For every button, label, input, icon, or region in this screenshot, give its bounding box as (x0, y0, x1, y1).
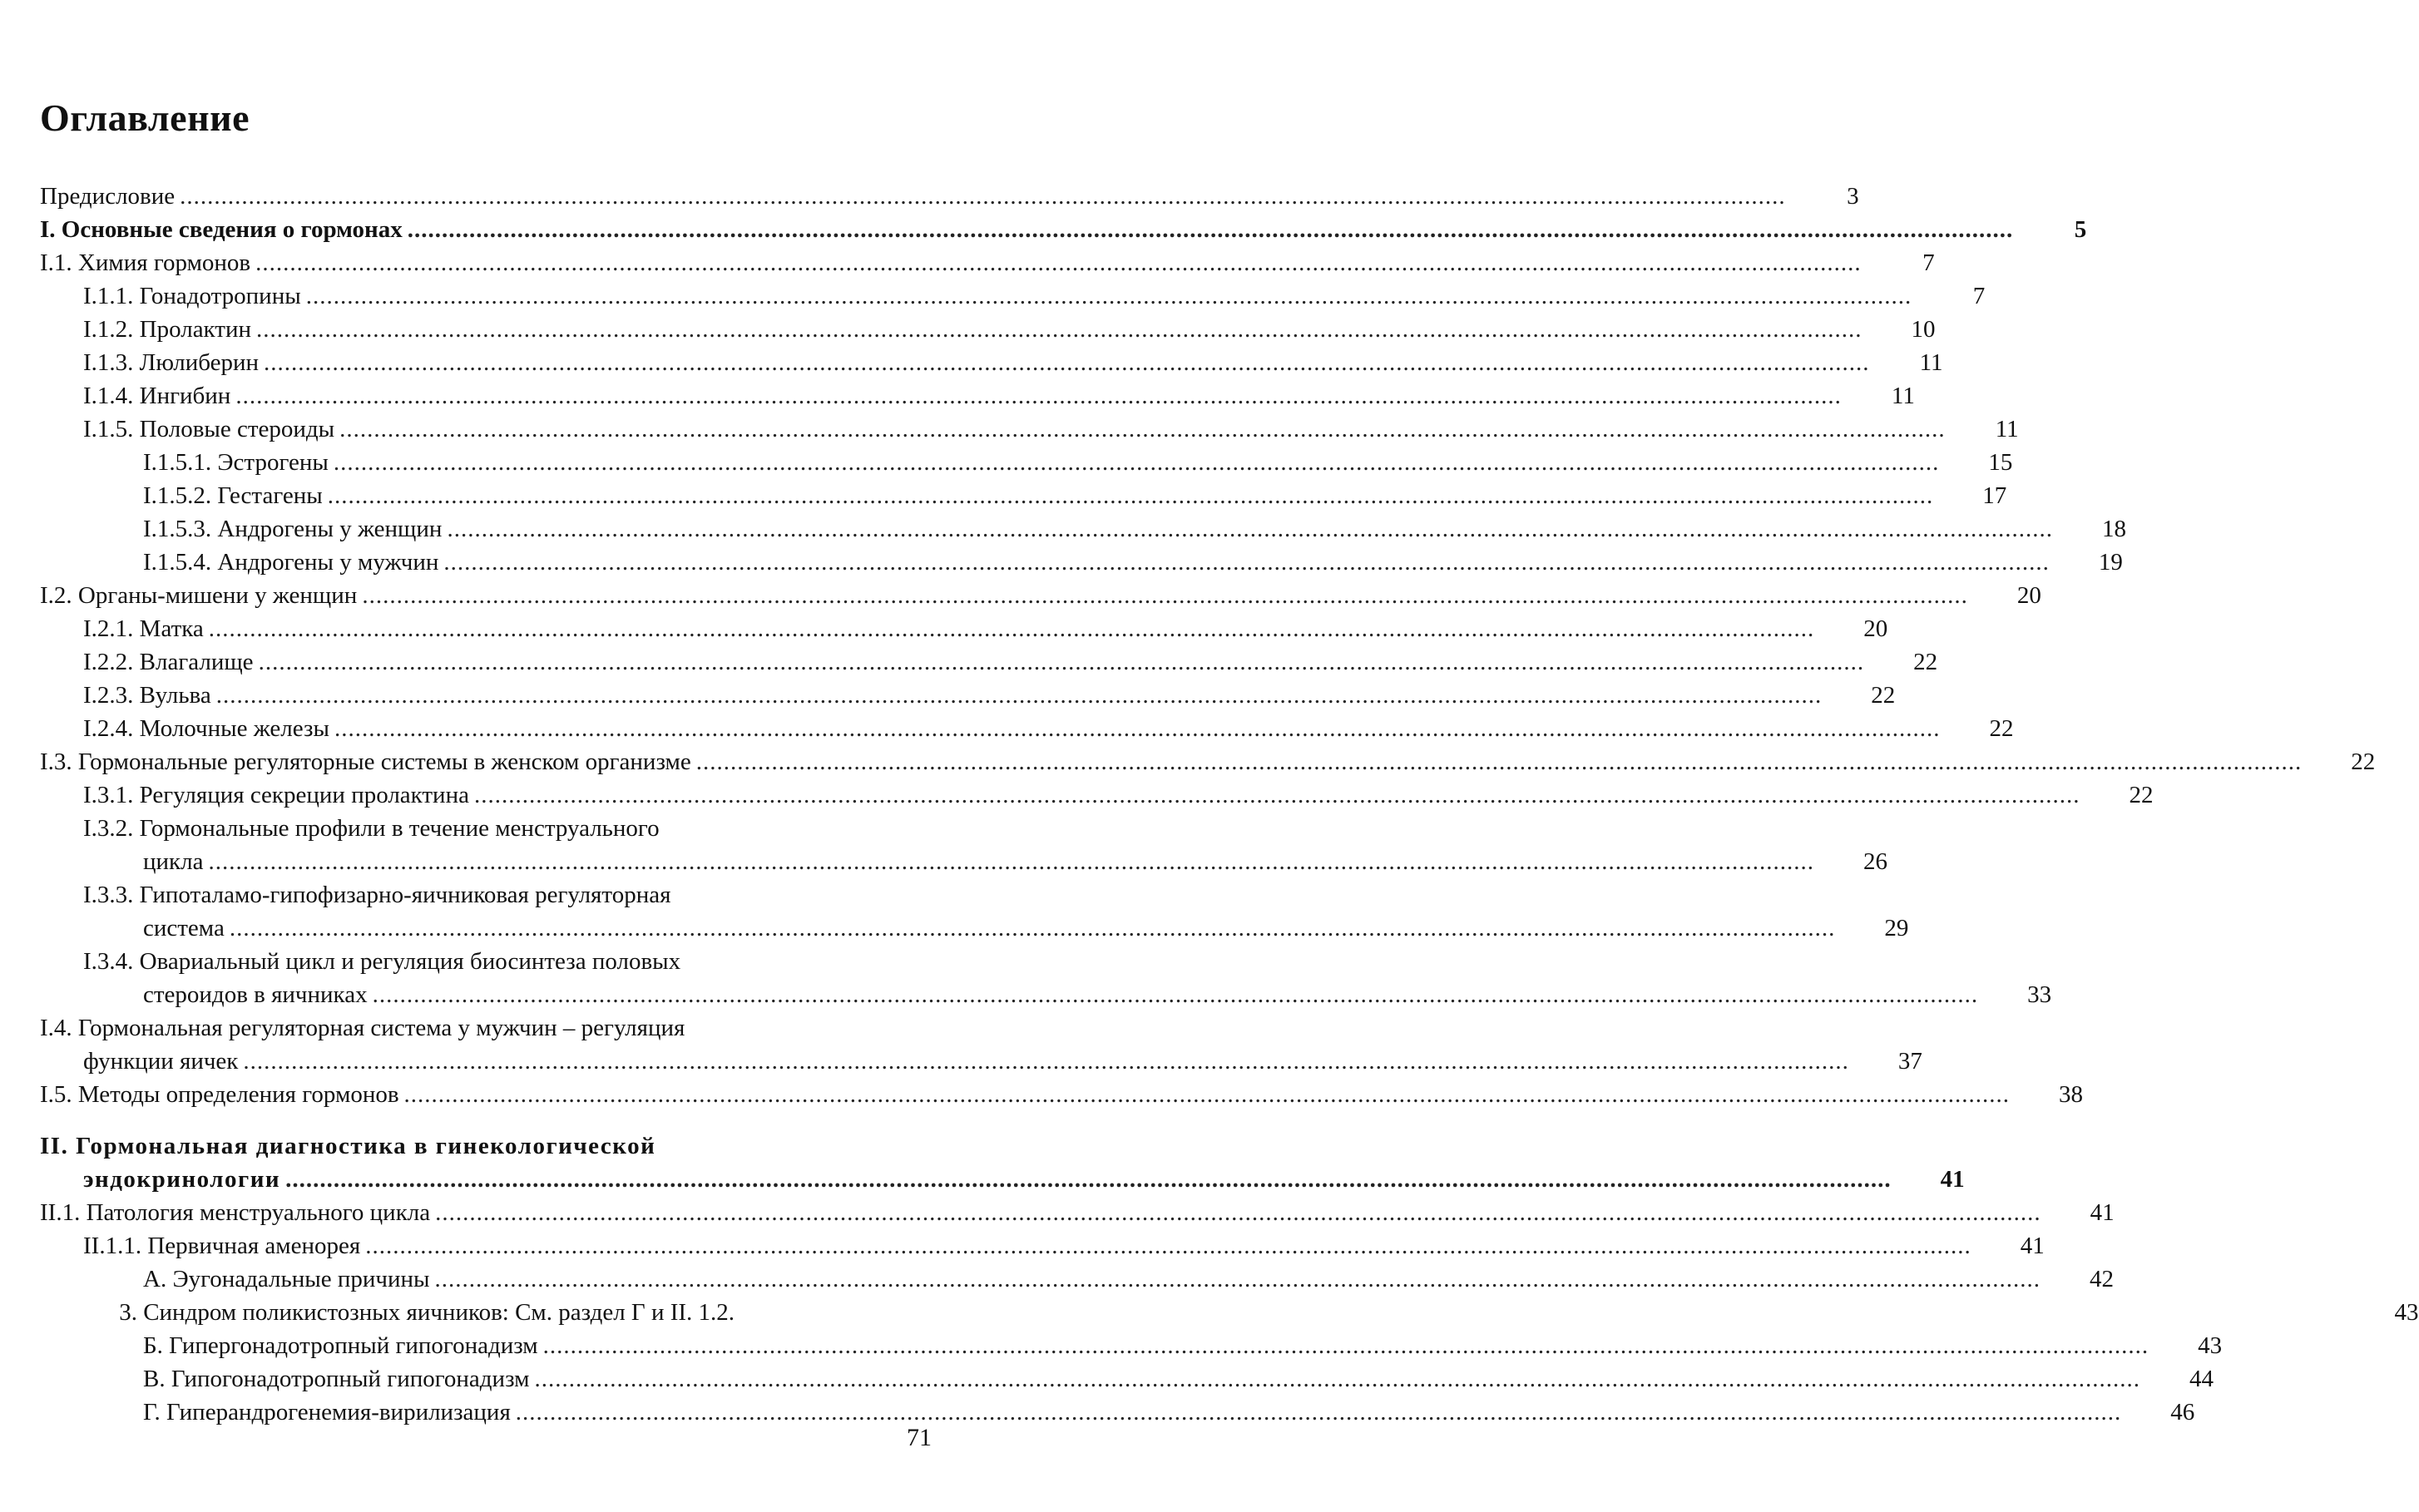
dot-leader (516, 1396, 2122, 1429)
toc-entry (40, 546, 2123, 579)
toc-entry (40, 679, 1896, 712)
toc-entry-title-continued: цикла (143, 848, 204, 875)
toc-entry-title-continued: система (143, 915, 225, 941)
dot-leader (365, 1229, 1971, 1262)
page-title: Оглавление (40, 96, 250, 139)
toc-entry (40, 213, 2087, 246)
dot-leader (306, 279, 1912, 313)
toc-entry-title: I.2.1. Матка (83, 615, 204, 642)
toc-page-number: 42 (2090, 1266, 2115, 1292)
toc-entry (40, 512, 2126, 546)
toc-entry-title: I.1.2. Пролактин (83, 316, 251, 343)
toc-page-number: 37 (1897, 1048, 1922, 1075)
toc-entry (40, 1129, 1965, 1196)
toc-page-number: 41 (2090, 1199, 2115, 1226)
toc-entry (40, 1078, 2084, 1111)
toc-entry (40, 645, 1938, 679)
toc-entry-title: I.1. Химия гормонов (40, 250, 251, 276)
toc-page-number: 22 (1871, 682, 1896, 709)
toc-page-number: 11 (1891, 383, 1915, 409)
toc-page-number: 33 (2027, 981, 2052, 1008)
dot-leader (285, 1163, 1892, 1196)
dot-leader (243, 1045, 1849, 1078)
toc-entry-title: Предисловие (40, 183, 176, 210)
page-number-footer: 71 (907, 1424, 932, 1451)
toc-page-number: 11 (1919, 349, 1943, 376)
toc-entry-title: I.4. Гормональная регуляторная система у мужчин – регуляция (40, 1015, 685, 1041)
dot-leader (408, 213, 2014, 246)
toc-entry-title: I.1.1. Гонадотропины (83, 283, 301, 309)
table-of-contents (40, 180, 2419, 1429)
toc-entry-title: II. Гормональная диагностика в гинекологической (40, 1133, 656, 1159)
toc-entry (40, 246, 1935, 279)
dot-leader (256, 313, 1862, 346)
toc-entry (40, 945, 2052, 1011)
toc-entry (40, 1011, 1922, 1078)
dot-leader (208, 845, 1814, 878)
dot-leader (334, 446, 1940, 479)
toc-entry (40, 313, 1936, 346)
dot-leader (404, 1078, 2011, 1111)
dot-leader (180, 180, 1786, 213)
toc-entry-title: 3. Синдром поликистозных яичников: См. раздел Г и II. 1.2. (119, 1299, 735, 1326)
toc-entry (40, 379, 1915, 413)
toc-entry (40, 812, 1887, 878)
toc-entry (40, 1362, 2214, 1396)
toc-entry (40, 745, 2376, 778)
toc-entry (40, 1262, 2115, 1296)
toc-entry-title: I.3. Гормональные регуляторные системы в женском организме (40, 749, 691, 775)
toc-entry-title: I.5. Методы определения гормонов (40, 1081, 399, 1108)
toc-entry-title: I.3.4. Овариальный цикл и регуляция биосинтеза половых (83, 948, 681, 975)
toc-page-number: 3 (1847, 183, 1859, 210)
toc-entry (40, 479, 2007, 512)
dot-leader (362, 579, 1968, 612)
toc-entry-title: I.3.3. Гипоталамо-гипофизарно-яичниковая регуляторная (83, 882, 671, 908)
toc-entry (40, 1329, 2223, 1362)
toc-entry-title-continued: функции яичек (83, 1048, 239, 1075)
toc-entry-title-continued: эндокринологии (83, 1166, 281, 1193)
toc-entry-title: I.1.3. Люлиберин (83, 349, 260, 376)
toc-entry (40, 778, 2154, 812)
toc-page-number: 7 (1922, 250, 1935, 276)
dot-leader (235, 379, 1842, 413)
dot-leader (216, 679, 1823, 712)
dot-leader (435, 1262, 2041, 1296)
toc-page-number: 15 (1988, 449, 2013, 476)
toc-entry-title: I.1.5.3. Андрогены у женщин (143, 516, 443, 542)
dot-leader (209, 612, 1815, 645)
toc-entry (40, 1196, 2115, 1229)
toc-page-number: 5 (2074, 216, 2087, 243)
dot-leader (259, 645, 1865, 679)
toc-entry (40, 279, 1986, 313)
toc-page-number: 41 (2020, 1233, 2045, 1259)
toc-page-number: 29 (1884, 915, 1909, 941)
dot-leader (339, 413, 1946, 446)
toc-entry (40, 346, 1943, 379)
toc-entry-title: I.2.3. Вульва (83, 682, 211, 709)
toc-entry-title: Г. Гиперандрогенемия-вирилизация (143, 1399, 511, 1426)
toc-entry-title: I.2. Органы-мишени у женщин (40, 582, 358, 609)
toc-entry (40, 712, 2014, 745)
toc-entry-title: I.2.4. Молочные железы (83, 715, 329, 742)
dot-leader (696, 745, 2303, 778)
dot-leader (255, 246, 1862, 279)
toc-entry-title-continued: стероидов в яичниках (143, 981, 368, 1008)
dot-leader (328, 479, 1934, 512)
toc-page-number: 22 (2129, 782, 2154, 808)
toc-page-number: 20 (1863, 615, 1888, 642)
toc-page-number: 26 (1862, 848, 1887, 875)
toc-entry (40, 579, 2041, 612)
dot-leader (447, 512, 2053, 546)
dot-leader (435, 1196, 2041, 1229)
toc-page-number: 22 (1913, 649, 1938, 675)
toc-page-number: 43 (2198, 1332, 2223, 1359)
toc-entry-title: II.1. Патология менструального цикла (40, 1199, 431, 1226)
toc-page-number: 38 (2059, 1081, 2084, 1108)
dot-leader (334, 712, 1941, 745)
toc-entry-title: I.1.4. Ингибин (83, 383, 231, 409)
toc-entry-title: Б. Гипергонадотропный гипогонадизм (143, 1332, 538, 1359)
toc-page-number: 17 (1982, 482, 2007, 509)
toc-entry-title: I.3.2. Гормональные профили в течение менструального (83, 815, 660, 842)
toc-page-number: 41 (1940, 1166, 1965, 1193)
toc-entry (40, 1396, 2195, 1429)
dot-leader (264, 346, 1870, 379)
toc-entry-title: I.1.5.4. Андрогены у мужчин (143, 549, 439, 576)
toc-page-number: 10 (1911, 316, 1936, 343)
toc-page-number: 11 (1995, 416, 2019, 442)
toc-entry-title: II.1.1. Первичная аменорея (83, 1233, 361, 1259)
toc-page-number: 22 (2351, 749, 2376, 775)
dot-leader (443, 546, 2050, 579)
toc-entry (40, 180, 1859, 213)
toc-page-number: 46 (2170, 1399, 2195, 1426)
toc-page-number: 7 (1972, 283, 1986, 309)
toc-entry (40, 612, 1888, 645)
toc-entry (40, 413, 2019, 446)
toc-entry-title: I.1.5.2. Гестагены (143, 482, 323, 509)
toc-page-number: 19 (2098, 549, 2123, 576)
dot-leader (543, 1329, 2149, 1362)
dot-leader (373, 978, 1979, 1011)
toc-entry-title: А. Эугонадальные причины (143, 1266, 430, 1292)
toc-entry-title: I. Основные сведения о гормонах (40, 216, 403, 243)
toc-page-number: 43 (2394, 1299, 2419, 1326)
toc-entry (40, 1229, 2045, 1262)
dot-leader (474, 778, 2080, 812)
toc-entry (40, 1296, 2419, 1329)
dot-leader (230, 912, 1836, 945)
toc-page-number: 44 (2189, 1366, 2214, 1392)
toc-entry-title: В. Гипогонадотропный гипогонадизм (143, 1366, 530, 1392)
toc-page-number: 20 (2016, 582, 2041, 609)
toc-entry-title: I.3.1. Регуляция секреции пролактина (83, 782, 469, 808)
dot-leader (534, 1362, 2140, 1396)
toc-page-number: 22 (1989, 715, 2014, 742)
toc-entry (40, 878, 1909, 945)
toc-page-number: 18 (2101, 516, 2126, 542)
toc-entry-title: I.1.5. Половые стероиды (83, 416, 335, 442)
toc-entry (40, 446, 2013, 479)
toc-entry-title: I.1.5.1. Эстрогены (143, 449, 329, 476)
toc-entry-title: I.2.2. Влагалище (83, 649, 254, 675)
